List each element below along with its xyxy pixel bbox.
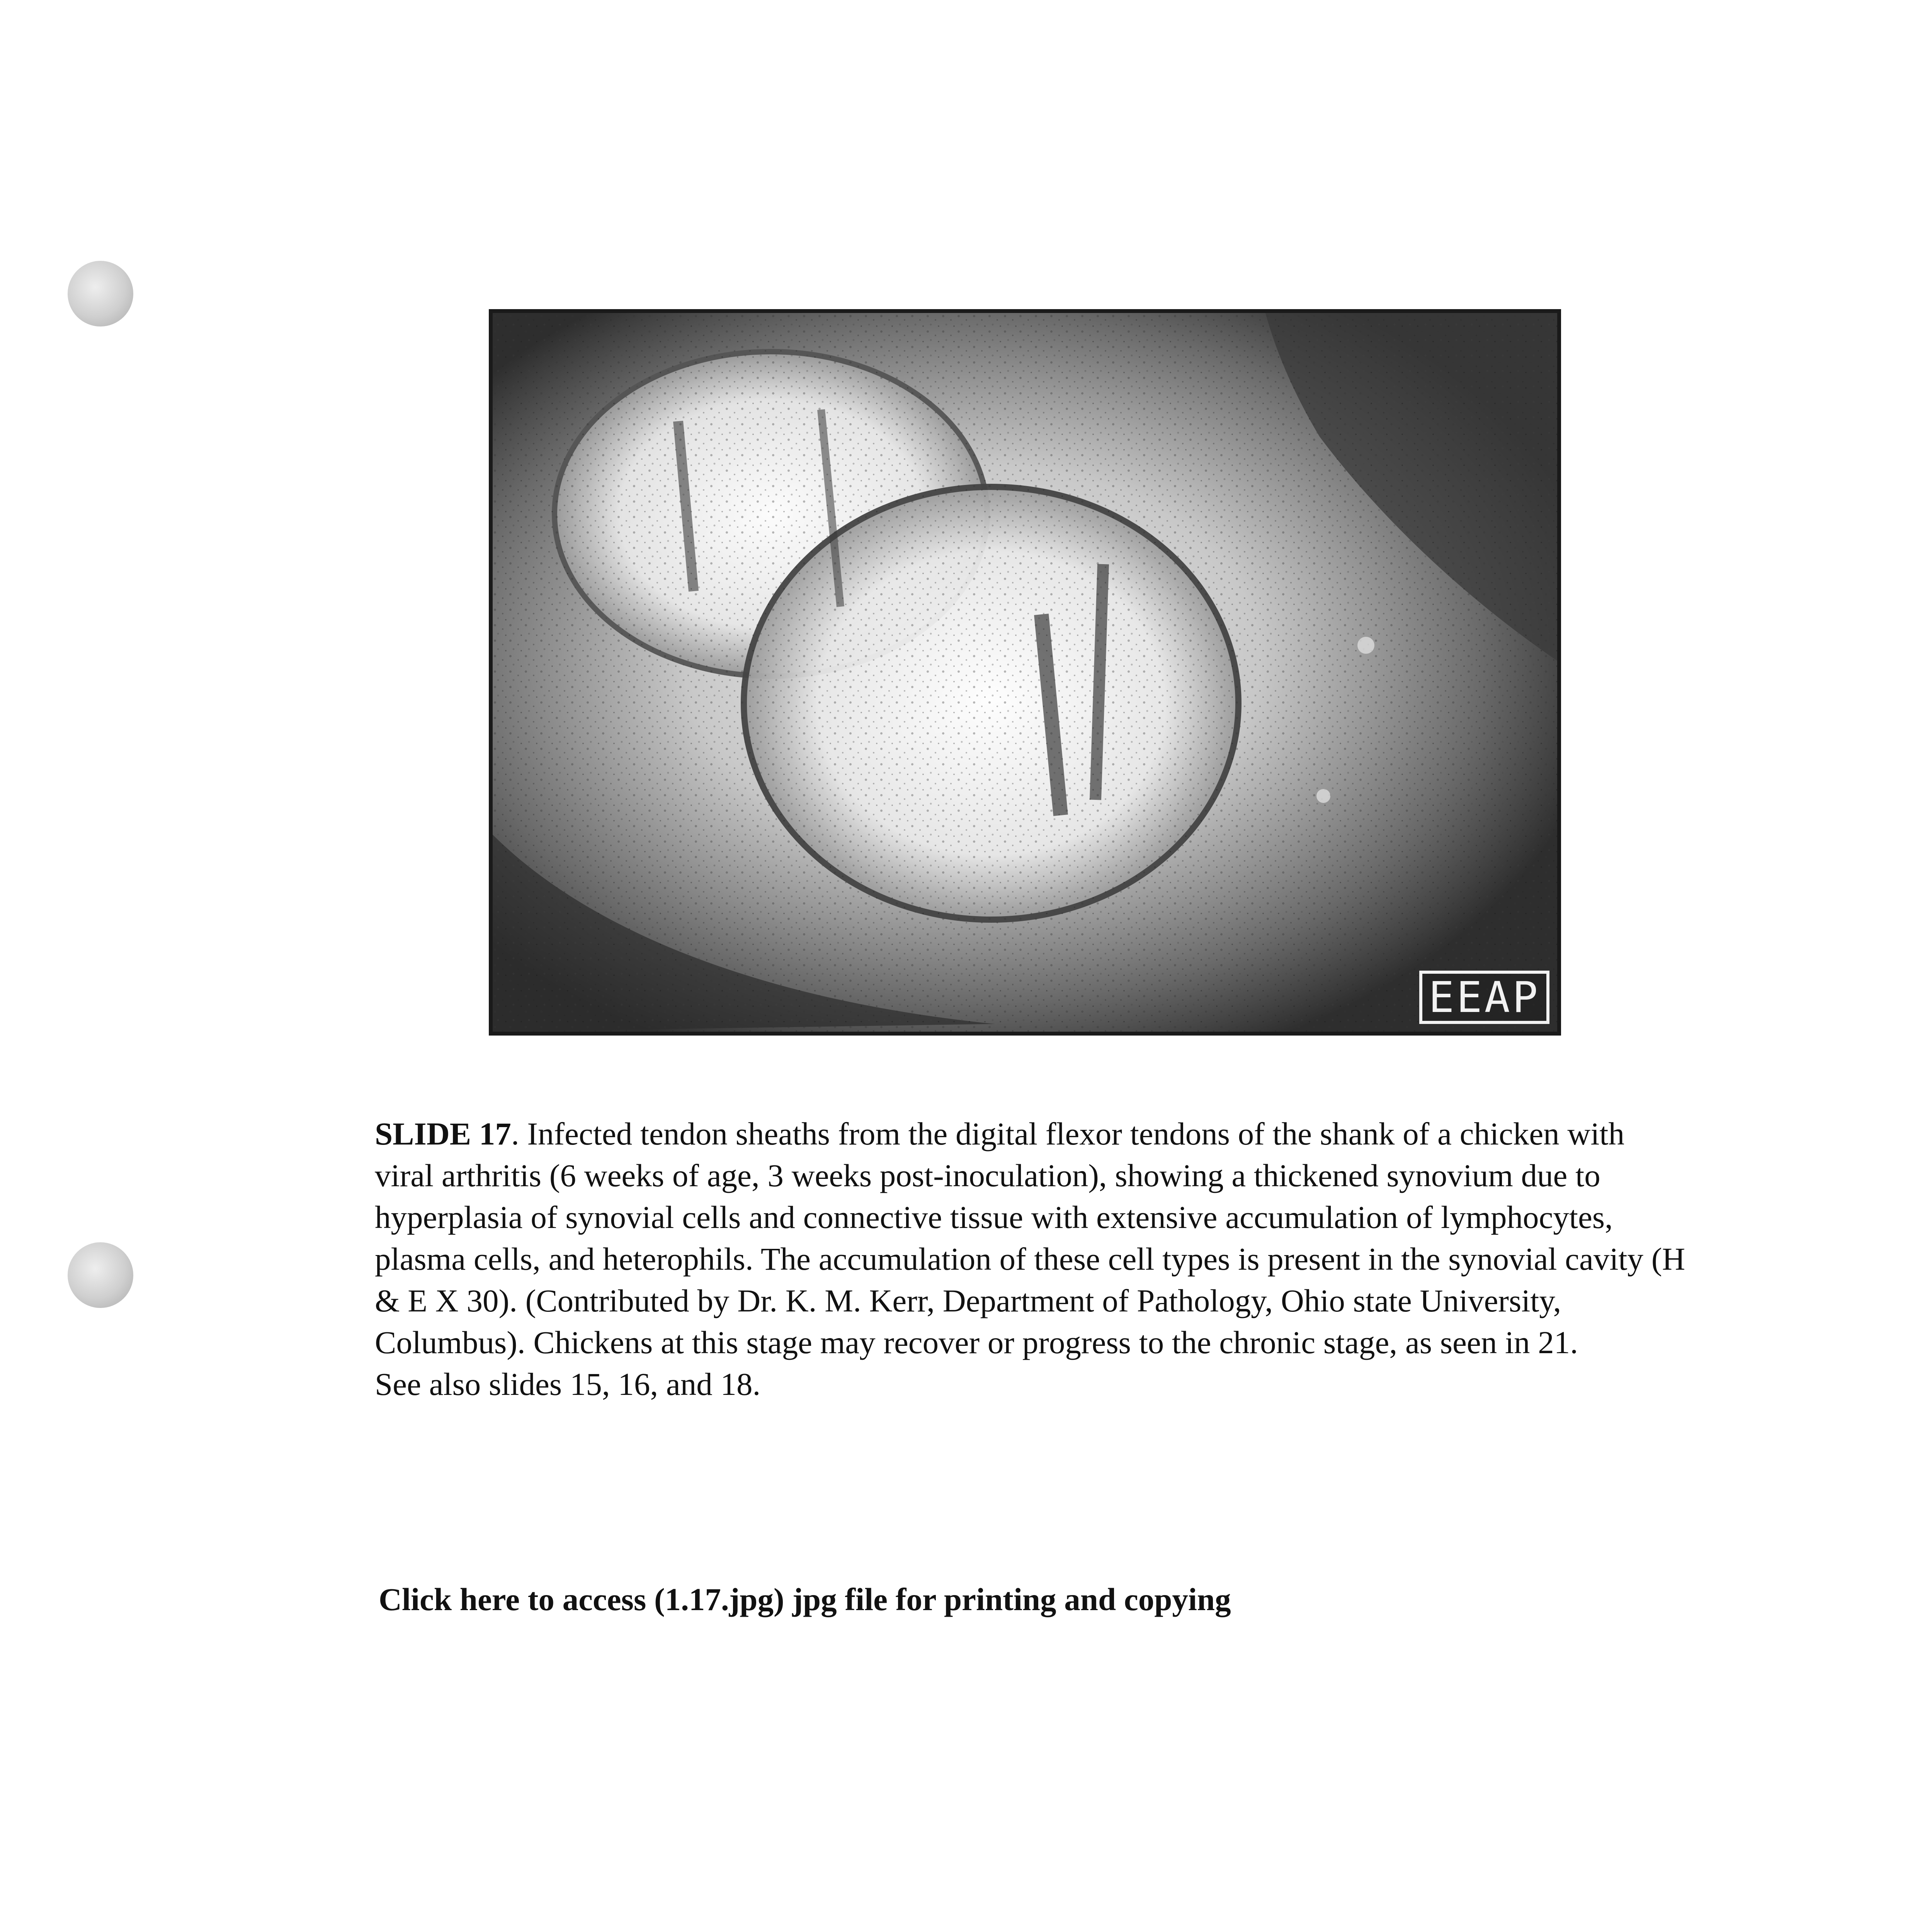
punch-hole-top <box>68 261 133 327</box>
caption-body: . Infected tendon sheaths from the digital flexor tendons of the shank of a chicken with viral arthritis (6 weeks of age, 3 weeks post-inoculation), showing a thickened synovium due to hyperplasia of synovial cells and connective tissue with extensive accumulation of lymphocytes, plasma cells, and heterophils. The accumulation of these cell types is present in the synovial cavity (H & E X 30). (Contributed by Dr. K. M. Kerr, Department of Pathology, Ohio state University, Columbus). Chickens at this stage may recover or progress to the chronic stage, as seen in 21. <box>375 1116 1685 1360</box>
micrograph-image <box>493 313 1557 1032</box>
see-also-text: See also slides 15, 16, and 18. <box>375 1366 761 1402</box>
punch-hole-middle <box>68 1242 133 1308</box>
histology-micrograph <box>489 309 1561 1036</box>
slide-caption <box>375 1113 1689 1405</box>
caption-paragraph <box>375 1113 1689 1363</box>
jpg-download-link[interactable]: Click here to access (1.17.jpg) jpg file for printing and copying <box>379 1582 1231 1617</box>
watermark-logo: EEAP <box>1419 971 1549 1024</box>
slide-label: SLIDE 17 <box>375 1116 511 1151</box>
